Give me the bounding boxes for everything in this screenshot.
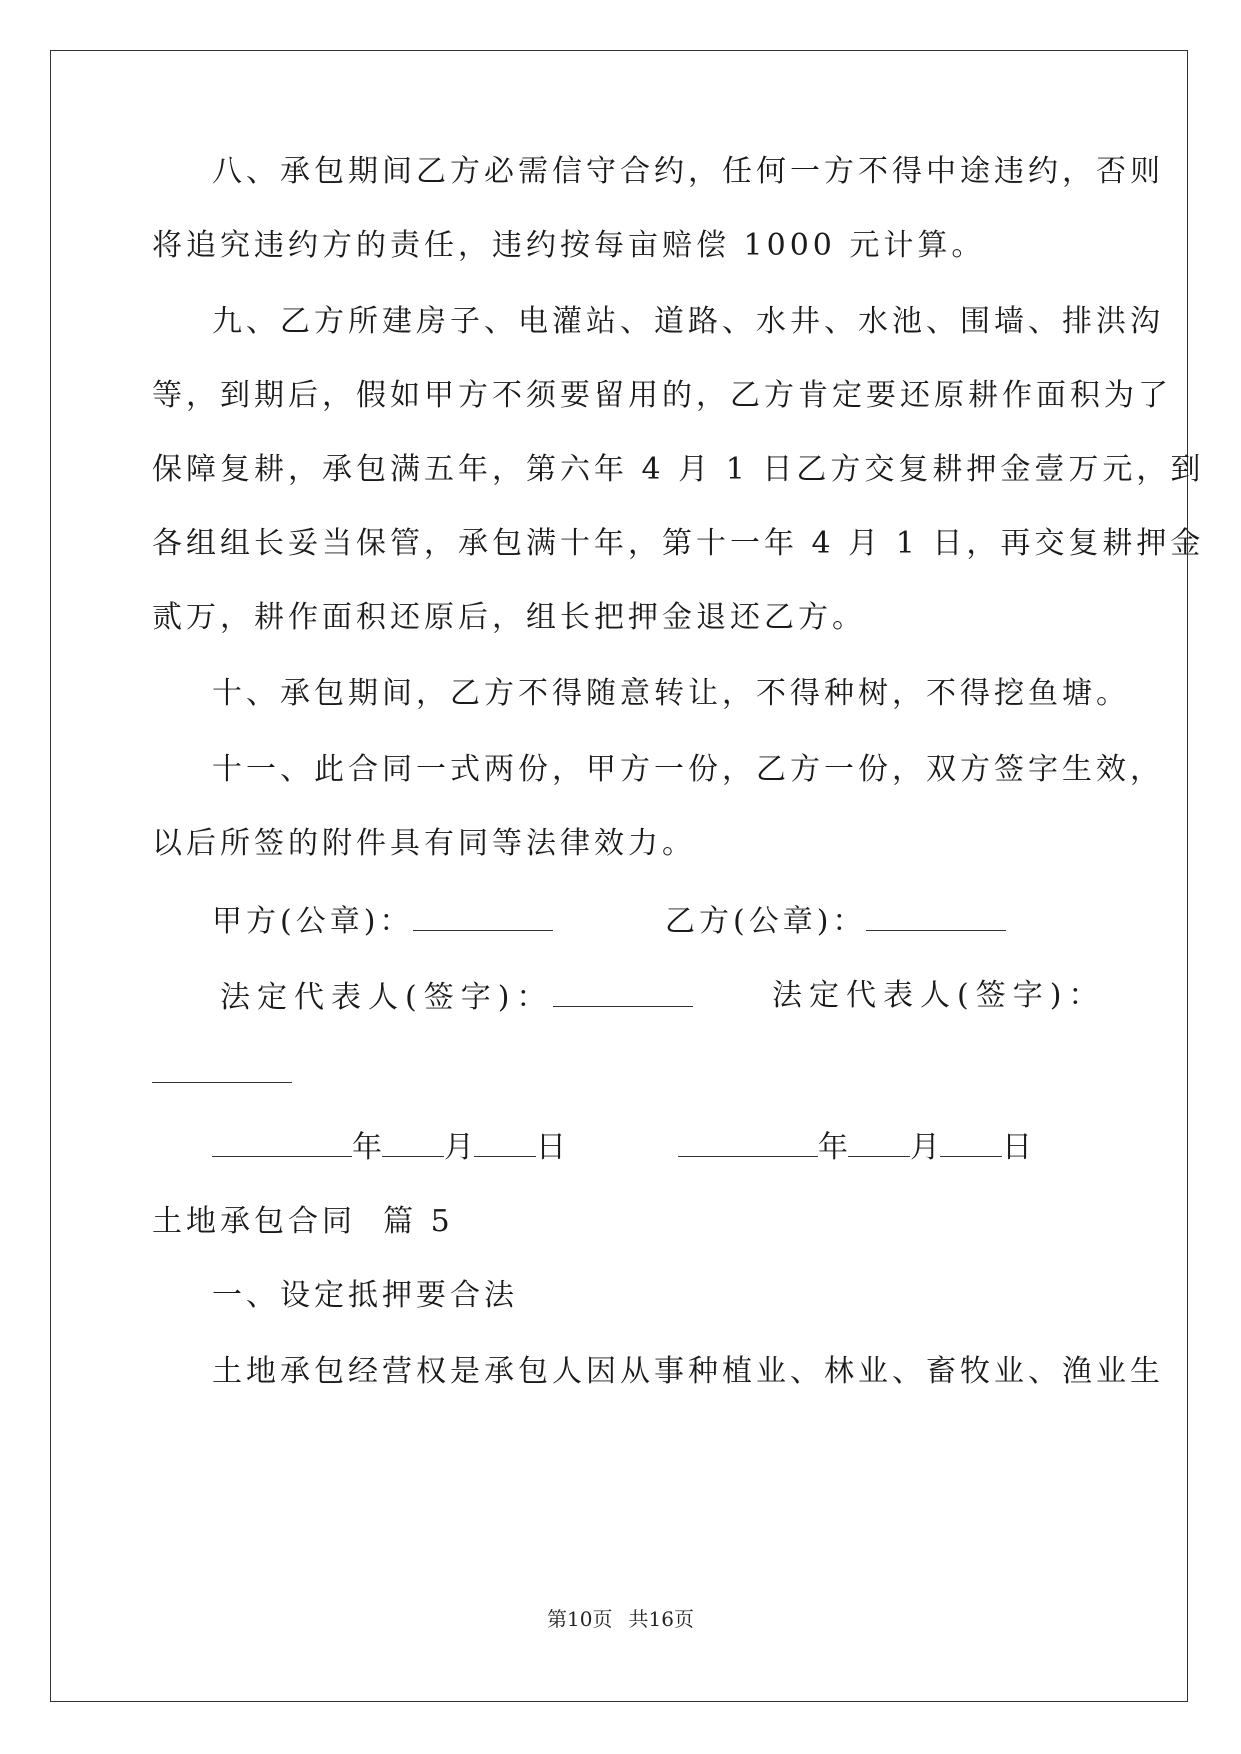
para10: 十、承包期间，乙方不得随意转让，不得种树，不得挖鱼塘。 (212, 676, 1130, 711)
date-b-year-label: 年 (818, 1130, 848, 1165)
date-a-month-label: 月 (444, 1130, 474, 1165)
page-total: 共16页 (628, 1607, 694, 1631)
para8-line2: 将追究违约方的责任，违约按每亩赔偿 1000 元计算。 (152, 228, 986, 263)
date-a-day-label: 日 (536, 1130, 566, 1165)
para9-line2: 等，到期后，假如甲方不须要留用的，乙方肯定要还原耕作面积为了 (152, 378, 1172, 413)
page-footer (0, 1606, 1241, 1632)
section-title: 土地承包合同 篇 5 (152, 1204, 454, 1239)
para9-line4: 各组组长妥当保管，承包满十年，第十一年 4 月 1 日，再交复耕押金 (152, 526, 1205, 561)
date-b-day-blank (940, 1126, 1002, 1157)
party-a-rep-row (220, 976, 693, 1018)
para9-line3: 保障复耕，承包满五年，第六年 4 月 1 日乙方交复耕押金壹万元，到 (152, 452, 1205, 487)
date-a-year-label: 年 (352, 1130, 382, 1165)
date-b-month-blank (848, 1126, 910, 1157)
date-b-year-blank (678, 1126, 818, 1157)
party-b-rep-row (772, 976, 1105, 1016)
party-a-seal-blank (413, 900, 553, 931)
party-b-rep-label: 法定代表人(签字)： (772, 978, 1106, 1013)
date-a-year-blank (212, 1126, 352, 1157)
body-start-line: 土地承包经营权是承包人因从事种植业、林业、畜牧业、渔业生 (212, 1354, 1164, 1389)
party-a-rep-blank (553, 976, 693, 1007)
date-b-month-label: 月 (910, 1130, 940, 1165)
para8-line1: 八、承包期间乙方必需信守合约，任何一方不得中途违约，否则 (212, 154, 1164, 189)
date-a-day-blank (474, 1126, 536, 1157)
para9-line1: 九、乙方所建房子、电灌站、道路、水井、水池、围墙、排洪沟 (212, 304, 1164, 339)
date-a-month-blank (382, 1126, 444, 1157)
date-row-a (212, 1126, 566, 1168)
party-b-seal-label: 乙方(公章)： (665, 904, 867, 939)
party-a-rep-label: 法定代表人(签字)： (220, 980, 554, 1015)
date-row-b (678, 1126, 1032, 1168)
page-border (50, 50, 1188, 1702)
party-a-seal-label: 甲方(公章)： (212, 904, 414, 939)
page-number: 第10页 (547, 1607, 613, 1631)
party-b-seal-blank (866, 900, 1006, 931)
subheading: 一、设定抵押要合法 (212, 1278, 518, 1313)
para9-line5: 贰万，耕作面积还原后，组长把押金退还乙方。 (152, 600, 866, 635)
party-b-seal-row (665, 900, 1006, 942)
party-b-rep-blank (152, 1052, 292, 1083)
para11-line1: 十一、此合同一式两份，甲方一份，乙方一份，双方签字生效， (212, 752, 1164, 787)
party-a-seal-row (212, 900, 553, 942)
para11-line2: 以后所签的附件具有同等法律效力。 (152, 826, 696, 861)
party-b-rep-blank-row (152, 1052, 292, 1094)
date-b-day-label: 日 (1002, 1130, 1032, 1165)
